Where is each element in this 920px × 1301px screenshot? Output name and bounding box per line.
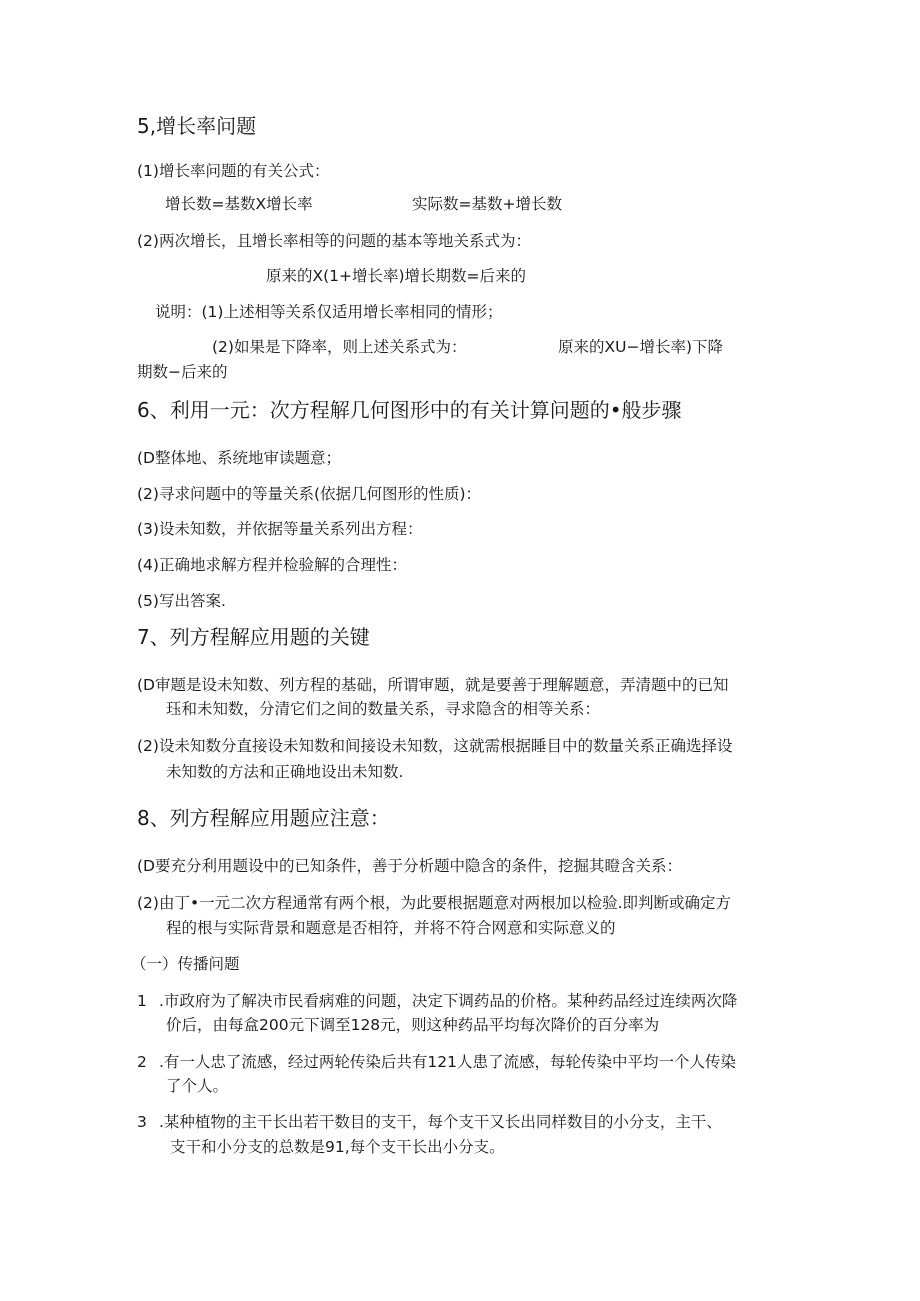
s6-item-1: (D整体地、系统地审读题意；: [137, 449, 341, 467]
s5-formula-3: 原来的X(1+增长率)增长期数=后来的: [266, 267, 527, 285]
question-1-cont: 价后，由每盒200元下调至128元，则这种药品平均每次降价的百分率为: [166, 1016, 660, 1034]
s8-item-1: (D要充分利用题设中的已知条件，善于分析题中隐含的条件，挖掘其瞪含关系：: [137, 857, 682, 875]
s5-paragraph-2: (2)两次增长，且增长率相等的问题的基本等地关系式为：: [137, 232, 531, 250]
question-3-number: 3: [137, 1113, 147, 1131]
s6-item-4: (4)正确地求解方程并检验解的合理性：: [137, 556, 407, 574]
s5-note-1: 说明：(1)上述相等关系仅适用增长率相同的情形；: [155, 303, 503, 321]
s5-formula-2: 实际数=基数+增长数: [412, 195, 562, 213]
question-2-cont: 了个人。: [166, 1077, 229, 1095]
s5-formula-1: 增长数=基数X增长率: [165, 195, 313, 213]
question-3-text: .某种植物的主干长出若干数目的支干，每个支干又长出同样数目的小分支，主干、: [159, 1113, 722, 1131]
question-2-text: .有一人忠了流感，经过两轮传染后共有121人患了流感，每轮传染中平均一个人传染: [159, 1053, 737, 1071]
s6-item-3: (3)设未知数，并依据等量关系列出方程：: [137, 520, 423, 538]
question-2-number: 2: [137, 1053, 147, 1071]
s6-item-5: (5)写出答案.: [137, 592, 226, 610]
section-5-heading: 5,增长率问题: [137, 114, 257, 138]
s5-note-2-cont: 期数−后来的: [137, 363, 228, 381]
s7-item-1-cont: 珏和未知数，分清它们之间的数量关系，寻求隐含的相等关系：: [166, 700, 601, 718]
question-1-number: 1: [137, 992, 147, 1010]
s7-item-2-cont: 未知数的方法和正确地设出未知数.: [166, 763, 404, 781]
s8-item-2-cont: 程的根与实际背景和题意是否相符，并将不符合网意和实际意义的: [166, 919, 616, 937]
s5-note-2-formula: 原来的XU−增长率)下降: [558, 338, 723, 356]
s6-item-2: (2)寻求问题中的等量关系(依据几何图形的性质)：: [137, 485, 482, 503]
s5-note-2: (2)如果是下降率，则上述关系式为：: [212, 338, 467, 356]
s7-item-2: (2)设未知数分直接设未知数和间接设未知数，这就需根据睡目中的数量关系正确选择设: [137, 737, 733, 755]
s5-paragraph-1: (1)增长率问题的有关公式：: [137, 162, 330, 180]
section-7-heading: 7、列方程解应用题的关键: [137, 625, 370, 649]
s8-item-2: (2)由丁•一元二次方程通常有两个根，为此要根据题意对两根加以检验.即判断或确定方: [137, 894, 732, 912]
question-1-text: .市政府为了解决市民看病难的问题，决定下调药品的价格。某种药品经过连续两次降: [159, 992, 738, 1010]
part-1-heading: （一）传播问题: [131, 955, 240, 973]
section-6-heading: 6、利用一元：次方程解几何图形中的有关计算问题的•般步骤: [137, 398, 682, 422]
question-3-cont: 支干和小分支的总数是91,每个支干长出小分支。: [170, 1138, 505, 1156]
s7-item-1: (D审题是设未知数、列方程的基础，所谓审题，就是要善于理解题意，弄清题中的已知: [137, 676, 729, 694]
section-8-heading: 8、列方程解应用题应注意：: [137, 806, 390, 830]
